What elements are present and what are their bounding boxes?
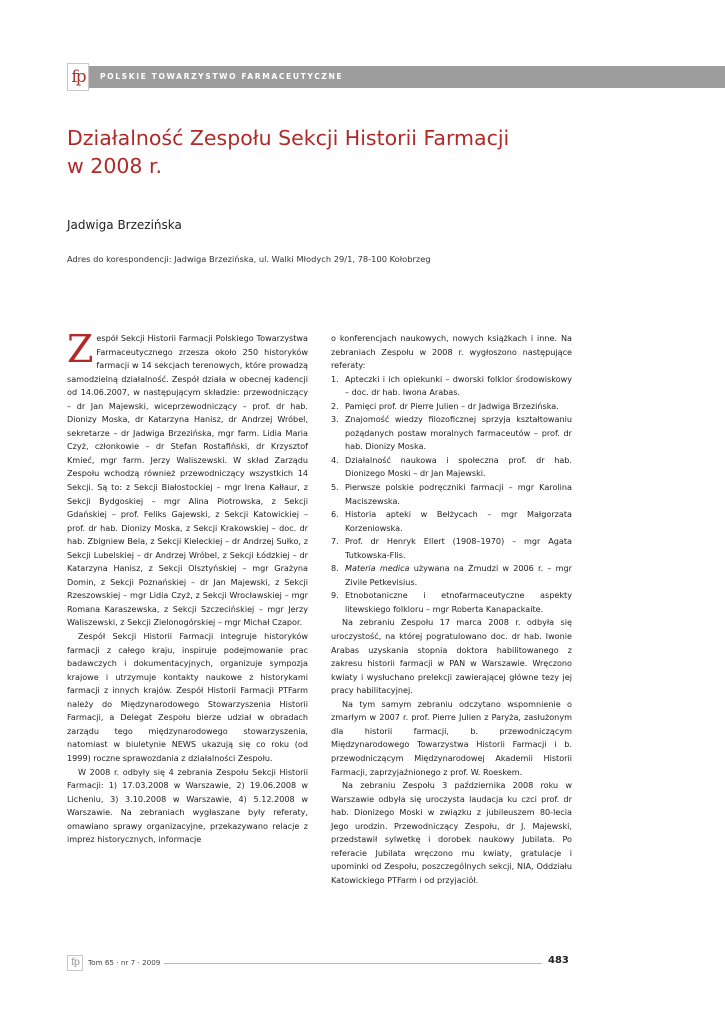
dropcap: Z <box>67 327 94 371</box>
journal-logo-icon: fp <box>67 63 89 91</box>
list-item-text: Znajomość wiedzy filozoficznej sprzyja kształtowaniu pożądanych postaw moralnych farmaceutów – prof. dr hab. Dionizy Moska. <box>345 414 572 452</box>
list-number: 5. <box>331 482 339 493</box>
list-item-italic: Materia medica <box>345 563 410 574</box>
list-item <box>331 589 572 616</box>
list-number: 7. <box>331 536 339 547</box>
paragraph: Zespół Sekcji Historii Farmacji integruje historyków farmacji z całego kraju, inspiruje podejmowanie prac badawczych i dokumentacyjnych, organizuje sympozja krajowe i utrzymuje kontakty naukowe z historykami farmacji z innych krajów. Zespół Historii Farmacji PTFarm należy do Międzynarodowego Stowarzyszenia Historii Farmacji, a Delegat Zespołu bierze udział w obradach zarządu tego międzynarodowego stowarzyszenia, natomiast w biuletynie NEWS ukazują się co roku (od 1999) roczne sprawozdania z działalności Zespołu. <box>67 631 308 763</box>
list-item <box>331 400 572 414</box>
list-item-text: Pamięci prof. dr Pierre Julien – dr Jadwiga Brzezińska. <box>345 400 559 411</box>
article-title-line2: w 2008 r. <box>67 154 163 178</box>
list-item <box>331 454 572 481</box>
paragraph: o konferencjach naukowych, nowych książkach i inne. Na zebraniach Zespołu w 2008 r. wygłoszono następujące referaty: <box>331 333 572 371</box>
footer-logo-icon: fp <box>67 955 83 971</box>
list-item-text: Apteczki i ich opiekunki – dworski folklor środowiskowy – doc. dr hab. Iwona Arabas. <box>345 373 572 398</box>
author-name: Jadwiga Brzezińska <box>67 218 182 232</box>
lecture-list <box>331 373 572 617</box>
article-title-line1: Działalność Zespołu Sekcji Historii Farmacji <box>67 126 510 150</box>
list-item <box>331 413 572 454</box>
list-number: 8. <box>331 563 339 574</box>
list-number: 9. <box>331 590 339 601</box>
right-column <box>331 332 572 887</box>
header-title: POLSKIE TOWARZYSTWO FARMACEUTYCZNE <box>100 72 344 81</box>
list-item-text: Historia apteki w Bełżycach – mgr Małgorzata Korzeniowska. <box>345 509 572 533</box>
article-title <box>67 124 627 180</box>
list-item <box>331 373 572 400</box>
list-item-text: Etnobotaniczne i etnofarmaceutyczne aspekty litewskiego folkloru – mgr Roberta Kanapackaite. <box>345 590 572 614</box>
list-number: 6. <box>331 509 339 520</box>
list-item <box>331 508 572 535</box>
list-number: 2. <box>331 400 339 411</box>
paragraph: Na zebraniu Zespołu 3 października 2008 roku w Warszawie odbyła się uroczysta laudacja ku czci prof. dr hab. Dionizego Moski w związku z jubileuszem 80-lecia Jego urodzin. Przewodniczący Zespołu, dr J. Majewski, przedstawił sylwetkę i dorobek naukowy Jubilata. Po referacie Jubilata wręczono mu kwiaty, gratulacje i upominki od Zespołu, poszczególnych sekcji, NIA, Oddziału Katowickiego PTFarm i od przyjaciół. <box>331 780 572 885</box>
paragraph-text: espół Sekcji Historii Farmacji Polskiego Towarzystwa Farmaceutycznego zrzesza około 250 historyków farmacji w 14 sekcjach terenowych, które prowadzą samodzielną działalność. Zespół działa w obecnej kadencji od 14.06.2007, w następującym składzie: przewodniczący – dr Jan Majewski, wiceprzewodniczący – prof. dr hab. Dionizy Moska, dr Katarzyna Hanisz, dr Andrzej Wróbel, sekretarze – dr Jadwiga Brzezińska, mgr farm. Lidia Maria Czyż, członkowie – dr Stefan Rostafiński, dr Krzysztof Kmieć, mgr farm. Jerzy Waliszewski. W skład Zarządu Zespołu wchodzą również przewodniczący wszystkich 14 Sekcji. Są to: z Sekcji Białostockiej – mgr Irena Kałłaur, z Sekcji Bydgoskiej – mgr Alina Piotrowska, z Sekcji Gdańskiej – prof. Feliks Gajewski, z Sekcji Katowickiej – prof. dr hab. Dionizy Moska, z Sekcji Krakowskiej – doc. dr hab. Zbigniew Bela, z Sekcji Kieleckiej – dr Andrzej Sułko, z Sekcji Lubelskiej – dr Andrzej Wróbel, z Sekcji Łódzkiej – dr Katarzyna Hanisz, z Sekcji Olsztyńskiej – mgr Grażyna Domin, z Sekcji Poznańskiej – dr Jan Majewski, z Sekcji Rzeszowskiej – mgr Lidia Czyż, z Sekcji Wrocławskiej – mgr Romana Karaszewska, z Sekcji Szczecińskiej – mgr Jerzy Waliszewski, z Sekcji Zielonogórskiej – mgr Michał Czapor. <box>67 333 308 628</box>
list-item <box>331 481 572 508</box>
paragraph: W 2008 r. odbyły się 4 zebrania Zespołu Sekcji Historii Farmacji: 1) 17.03.2008 w Warszawie, 2) 19.06.2008 w Licheniu, 3) 3.10.2008 w Warszawie, 4) 5.12.2008 w Warszawie. Na zebraniach wygłaszane były referaty, omawiano sprawy organizacyjne, przekazywano relacje z imprez historycznych, informacje <box>67 766 308 845</box>
list-number: 3. <box>331 414 339 425</box>
list-number: 1. <box>331 373 339 384</box>
footer-issue-info: Tom 65 · nr 7 · 2009 <box>84 958 164 967</box>
paragraph <box>67 327 308 630</box>
list-item <box>331 535 572 562</box>
list-item-text: Prof. dr Henryk Ellert (1908–1970) – mgr Agata Tutkowska-Flis. <box>345 536 572 560</box>
list-number: 4. <box>331 454 339 465</box>
list-item-text: Działalność naukowa i społeczna prof. dr hab. Dionizego Moski – dr Jan Majewski. <box>345 454 572 479</box>
paragraph: Na tym samym zebraniu odczytano wspomnienie o zmarłym w 2007 r. prof. Pierre Julien z Paryża, zasłużonym dla historii farmacji, b. przewodniczącym Międzynarodowego Towarzystwa Historii Farmacji i b. przewodniczącym Międzynarodowej Akademii Historii Farmacji, zaprzyjaźnionego z prof. W. Roeskem. <box>331 698 572 777</box>
list-item <box>331 562 572 589</box>
left-column <box>67 327 308 847</box>
paragraph: Na zebraniu Zespołu 17 marca 2008 r. odbyła się uroczystość, na której pogratulowano doc. dr hab. Iwonie Arabas uzyskania stopnia doktora habilitowanego z zakresu historii farmacji w PAN w Warszawie. Wręczono kwiaty i wysłuchano prelekcji zawierającej główne tezy jej pracy habilitacyjnej. <box>331 617 572 696</box>
list-item-text: używana na Żmudzi w 2006 r. – mgr Zivile Petkevisius. <box>345 563 572 587</box>
page-number: 483 <box>548 955 569 966</box>
correspondence-address: Adres do korespondencji: Jadwiga Brzezińska, ul. Walki Młodych 29/1, 78-100 Kołobrzeg <box>67 254 431 264</box>
list-item-text: Pierwsze polskie podręczniki farmacji – mgr Karolina Maciszewska. <box>345 482 572 506</box>
